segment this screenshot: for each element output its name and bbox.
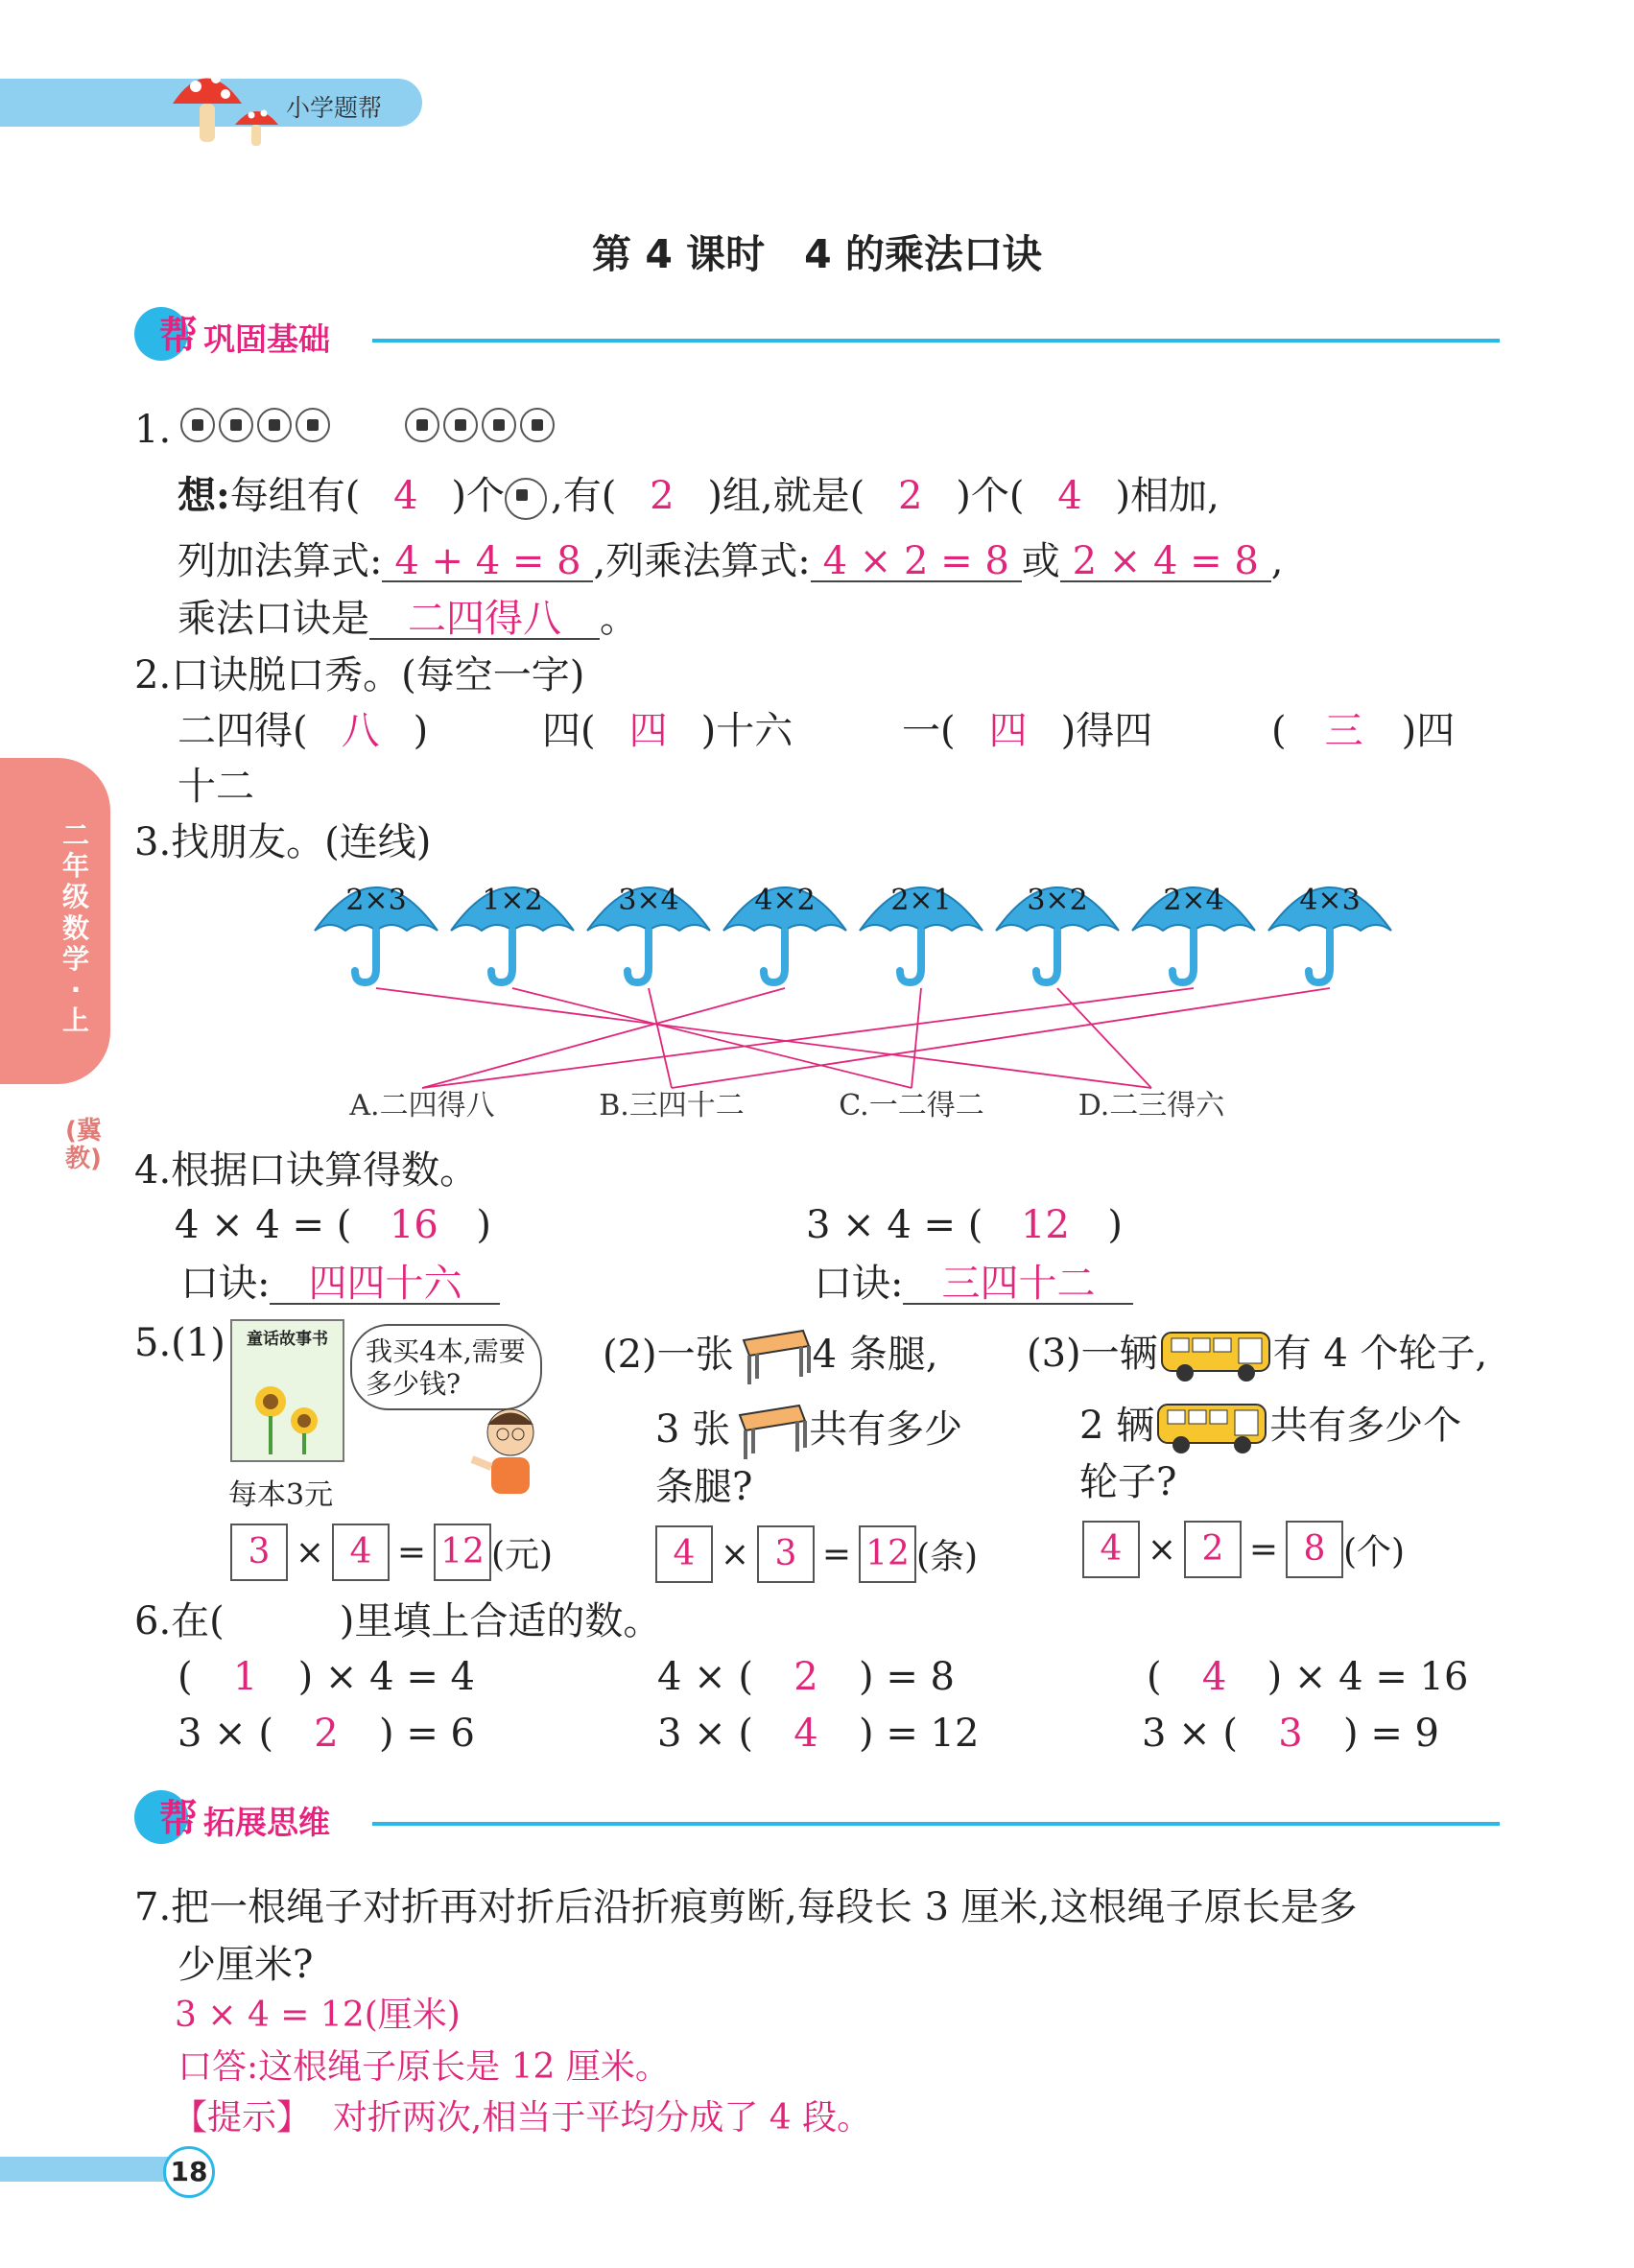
answer-box: 4 <box>1082 1521 1140 1578</box>
q4-expr: 4 × 4 = ( <box>175 1203 352 1247</box>
umbrella-label: 4×2 <box>754 884 816 917</box>
q7-answer-2: 口答:这根绳子原长是 12 厘米。 <box>178 2047 670 2087</box>
q2-pre: ( <box>1271 709 1287 753</box>
section-title-basic: 巩固基础 <box>203 320 330 358</box>
q3-title: 找朋友。(连线) <box>171 820 432 864</box>
q6-answer-4: 2 <box>314 1712 339 1756</box>
q1-text: )个 <box>451 474 505 518</box>
q6-answer-2: 2 <box>793 1655 818 1699</box>
unit-label: (个) <box>1343 1532 1406 1572</box>
q2-post: ) <box>413 709 429 753</box>
q1-mul-label: ,列乘法算式: <box>593 539 811 583</box>
q6-post: ) × 4 = 16 <box>1267 1655 1469 1699</box>
q1-mul-answer-1: 4 × 2 = 8 <box>811 542 1022 582</box>
q6-item <box>1142 1712 1439 1756</box>
answer-box: 2 <box>1184 1521 1242 1578</box>
q1-text: )个( <box>956 474 1025 518</box>
answer-option: B.三四十二 <box>599 1089 745 1122</box>
q6-item <box>657 1655 955 1699</box>
q5-part3-text: 2 辆 <box>1079 1404 1155 1448</box>
q7-line2: 少厘米? <box>178 1943 314 1987</box>
soccer-ball-icon <box>405 408 439 442</box>
q6-post: ) = 9 <box>1343 1712 1439 1756</box>
q2-wrap-text: 十二 <box>178 765 254 809</box>
q2-number: 2. <box>134 653 172 697</box>
q6-pre: ( <box>1147 1655 1162 1699</box>
q4-left-answer: 16 <box>389 1203 438 1247</box>
q2-title: 口诀脱口秀。(每空一字) <box>171 653 585 697</box>
q7-number: 7. <box>134 1885 172 1929</box>
q5-part3-line1 <box>1027 1329 1487 1384</box>
q4-close: ) <box>1107 1203 1124 1247</box>
q4-left-rhyme-answer: 四四十六 <box>270 1264 500 1305</box>
soccer-ball-icon <box>180 408 215 442</box>
q1-text: )组,就是( <box>707 474 865 518</box>
q5-part2-line2 <box>655 1404 962 1461</box>
answer-option: C.一二得二 <box>839 1089 984 1122</box>
q6-item <box>1147 1655 1469 1699</box>
q4-rhyme-label: 口诀: <box>814 1262 904 1306</box>
q5-part1-equation <box>230 1524 553 1581</box>
q2-answer-4: 三 <box>1324 709 1363 753</box>
q6-answer-3: 4 <box>1201 1655 1227 1699</box>
section-bang: 帮 <box>159 314 198 358</box>
section-divider <box>372 1822 1500 1826</box>
q5-part3-line2 <box>1079 1401 1461 1456</box>
q4-right-answer: 12 <box>1020 1203 1070 1247</box>
q1-text: 每组有( <box>229 474 361 518</box>
boy-icon <box>470 1406 547 1501</box>
q6-pre: 3 × ( <box>178 1712 273 1756</box>
umbrella-label: 2×4 <box>1163 884 1224 917</box>
table-icon <box>734 1329 813 1386</box>
umbrella-label: 4×3 <box>1299 884 1361 917</box>
umbrella-label: 2×3 <box>345 884 407 917</box>
q2-pre: 四( <box>542 709 596 753</box>
unit-label: (条) <box>916 1537 979 1577</box>
q1-think-line <box>178 473 1220 520</box>
q6-heading <box>134 1599 662 1643</box>
sunflower-icon <box>232 1349 339 1454</box>
soccer-ball-icon <box>296 408 330 442</box>
q6-item <box>178 1655 476 1699</box>
answer-box: 12 <box>434 1524 491 1581</box>
q6-answer-1: 1 <box>232 1655 258 1699</box>
answer-box: 3 <box>757 1525 815 1583</box>
q1-rhyme-label: 乘法口诀是 <box>178 597 369 641</box>
speech-bubble: 我买4本,需要多少钱? <box>350 1324 542 1410</box>
page-number: 18 <box>163 2146 215 2198</box>
q5-part2-line1 <box>603 1329 938 1386</box>
q7-answer-1: 3 × 4 = 12(厘米) <box>175 1996 461 2035</box>
q5-part1-label: (1) <box>171 1321 225 1365</box>
q4-right-expr <box>806 1203 1124 1247</box>
unit-label: (元) <box>491 1535 554 1575</box>
q4-right-rhyme <box>814 1264 1133 1305</box>
q1-mul-answer-2: 2 × 4 = 8 <box>1060 542 1271 582</box>
q1-rhyme-answer: 二四得八 <box>369 600 600 640</box>
q5-part2-text: 共有多少 <box>809 1407 963 1452</box>
match-line <box>912 988 921 1088</box>
equals-sign: = <box>396 1532 427 1572</box>
umbrella-label: 3×4 <box>618 884 679 917</box>
brand-label: 小学题帮 <box>286 94 383 122</box>
answer-option: A.二四得八 <box>349 1089 495 1122</box>
q6-post: ) × 4 = 4 <box>297 1655 476 1699</box>
soccer-ball-icon <box>257 408 292 442</box>
times-sign: × <box>295 1532 325 1572</box>
umbrella-label: 1×2 <box>482 884 543 917</box>
side-grade-label: 二年级数学·上 <box>61 819 89 1037</box>
q2-heading <box>134 653 585 697</box>
q2-item <box>902 709 1153 753</box>
page-title: 第 4 课时 4 的乘法口诀 <box>592 231 1042 277</box>
q6-answer-6: 3 <box>1278 1712 1303 1756</box>
soccer-ball-icon <box>219 408 253 442</box>
q5-part2-line3: 条腿? <box>655 1465 753 1509</box>
q1-think-label: 想: <box>178 473 230 518</box>
answer-box: 4 <box>655 1525 713 1583</box>
q5-part3-line3: 轮子? <box>1079 1460 1177 1504</box>
answer-box: 8 <box>1286 1521 1343 1578</box>
q5-part2-equation <box>655 1525 978 1583</box>
q5-part2-label: (2)一张 <box>603 1333 734 1377</box>
q2-item <box>542 709 793 753</box>
section-divider <box>372 339 1500 343</box>
q5-heading <box>134 1321 225 1365</box>
q6-pre: 3 × ( <box>657 1712 753 1756</box>
q4-expr: 3 × 4 = ( <box>806 1203 983 1247</box>
q6-post: ) = 8 <box>859 1655 955 1699</box>
times-sign: × <box>1147 1529 1177 1570</box>
q4-number: 4. <box>134 1148 172 1193</box>
times-sign: × <box>720 1534 750 1574</box>
q2-answer-2: 四 <box>628 709 668 753</box>
q4-right-rhyme-answer: 三四十二 <box>903 1264 1133 1305</box>
q1-rhyme-line <box>178 597 638 641</box>
answer-box: 4 <box>332 1524 390 1581</box>
q5-part3-label: (3)一辆 <box>1027 1332 1158 1376</box>
q5-part2-text: 4 条腿, <box>812 1333 938 1377</box>
match-line <box>422 988 1194 1088</box>
q6-pre: 4 × ( <box>657 1655 753 1699</box>
q4-heading <box>134 1148 479 1193</box>
hint-text: 对折两次,相当于平均分成了 4 段。 <box>332 2098 872 2138</box>
q5-part3-equation <box>1082 1521 1405 1578</box>
q2-answer-1: 八 <box>341 709 380 753</box>
answer-box: 3 <box>230 1524 288 1581</box>
storybook-title: 童话故事书 <box>247 1330 328 1349</box>
q1-balls-group-2 <box>405 408 558 442</box>
answer-box: 12 <box>859 1525 916 1583</box>
q2-post: )十六 <box>700 709 793 753</box>
q1-answer-1: 4 <box>393 474 418 518</box>
q6-pre: ( <box>178 1655 193 1699</box>
q7-text: 把一根绳子对折再对折后沿折痕剪断,每段长 3 厘米,这根绳子原长是多 <box>171 1885 1358 1929</box>
q4-left-rhyme <box>180 1264 500 1305</box>
q5-part3-text: 有 4 个轮子, <box>1272 1332 1488 1376</box>
equals-sign: = <box>821 1534 852 1574</box>
q7-hint <box>173 2098 872 2138</box>
hint-label: 【提示】 <box>173 2098 312 2138</box>
storybook-price: 每本3元 <box>228 1478 334 1512</box>
section-title-extend: 拓展思维 <box>203 1804 330 1841</box>
match-line <box>376 988 1151 1088</box>
q1-add-label: 列加法算式: <box>178 539 383 583</box>
q6-pre: 3 × ( <box>1142 1712 1238 1756</box>
q6-number: 6. <box>134 1599 172 1643</box>
match-line <box>422 988 785 1088</box>
q2-pre: 一( <box>902 709 956 753</box>
match-line <box>512 988 912 1088</box>
q1-equation-line <box>178 539 1284 583</box>
q1-text: )相加, <box>1115 474 1220 518</box>
q6-answer-5: 4 <box>793 1712 818 1756</box>
q2-post: )四 <box>1401 709 1456 753</box>
q2-post: )得四 <box>1060 709 1153 753</box>
q6-item <box>178 1712 475 1756</box>
q6-post: ) = 12 <box>859 1712 980 1756</box>
q5-part3-text: 共有多少个 <box>1269 1404 1462 1448</box>
section-bang: 帮 <box>159 1797 198 1841</box>
soccer-ball-icon <box>520 408 555 442</box>
mushroom-icon <box>163 58 288 149</box>
q7-line1 <box>134 1885 1358 1929</box>
q1-balls-group-1 <box>180 408 334 442</box>
storybook-image <box>230 1319 344 1462</box>
soccer-ball-icon <box>482 408 516 442</box>
bus-icon <box>1154 1401 1269 1456</box>
q4-rhyme-label: 口诀: <box>180 1262 271 1306</box>
q4-close: ) <box>476 1203 492 1247</box>
umbrella-label: 2×1 <box>890 884 952 917</box>
q1-answer-2: 2 <box>650 474 675 518</box>
answer-option: D.二三得六 <box>1077 1089 1225 1122</box>
match-line <box>649 988 672 1088</box>
q2-item <box>178 709 429 753</box>
q2-pre: 二四得( <box>178 709 308 753</box>
q6-item <box>657 1712 980 1756</box>
q2-item <box>1271 709 1456 753</box>
q1-or: 或 <box>1021 539 1060 583</box>
q3-number: 3. <box>134 820 172 864</box>
q1-text: ,有( <box>550 474 617 518</box>
q5-part2-text: 3 张 <box>655 1407 731 1452</box>
bus-icon <box>1158 1329 1273 1384</box>
q6-post: ) = 6 <box>379 1712 475 1756</box>
side-edition-label: (冀教) <box>65 1117 102 1173</box>
q1-add-answer: 4 + 4 = 8 <box>382 542 593 582</box>
soccer-ball-icon <box>443 408 478 442</box>
equals-sign: = <box>1248 1529 1279 1570</box>
table-icon <box>730 1404 809 1461</box>
q6-title: 在( )里填上合适的数。 <box>171 1599 662 1643</box>
q4-left-expr <box>175 1203 492 1247</box>
q4-title: 根据口诀算得数。 <box>171 1148 479 1193</box>
q1-answer-4: 4 <box>1057 474 1082 518</box>
q5-number: 5. <box>134 1321 172 1365</box>
q3-matching-area <box>0 854 1634 1142</box>
q2-answer-3: 四 <box>988 709 1028 753</box>
umbrella-label: 3×2 <box>1027 884 1088 917</box>
soccer-ball-icon <box>505 478 547 520</box>
q1-comma: , <box>1270 539 1284 583</box>
q1-answer-3: 2 <box>898 474 923 518</box>
q1-number: 1. <box>134 408 172 452</box>
q1-end: 。 <box>600 597 638 641</box>
